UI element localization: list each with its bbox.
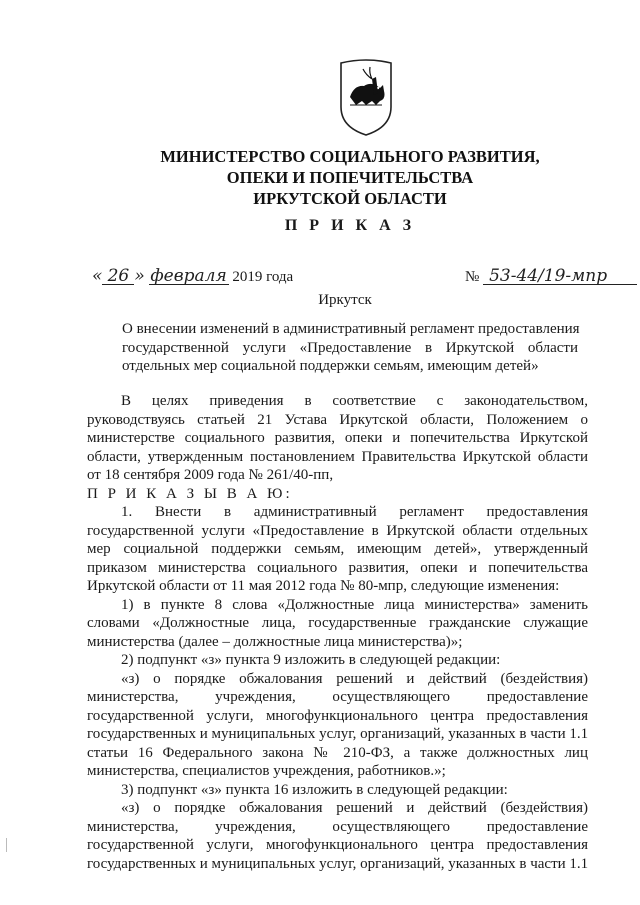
body-line: Иркутской области от 11 мая 2012 года № 80-мпр, следующие изменения: <box>87 578 560 594</box>
body-line: словами «Должностные лица, государственные гражданские служащие <box>87 615 588 631</box>
date-year: 2019 года <box>232 269 294 285</box>
body-line: государственных и муниципальных услуг, организаций, указанных в части 1.1 <box>87 726 588 742</box>
city: Иркутск <box>318 292 372 308</box>
date-open-quote: « <box>92 266 103 286</box>
document-title: П Р И К А З <box>284 217 416 234</box>
number-label: № <box>465 269 480 285</box>
body-line: министерства (далее – должностные лица министерства)»; <box>87 633 463 650</box>
order-date <box>92 268 293 286</box>
date-close-quote: » <box>134 266 145 286</box>
body-line: министерства, учреждения, осуществляющего предоставление <box>87 818 588 835</box>
order-body <box>87 392 588 873</box>
header-line-2: ОПЕКИ И ПОПЕЧИТЕЛЬСТВА <box>226 168 474 187</box>
body-line: 3) подпункт «з» пункта 16 изложить в следующей редакции: <box>121 781 508 798</box>
subject-line: О внесении изменений в административный регламент предоставления <box>122 321 580 337</box>
header-line-3: ИРКУТСКОЙ ОБЛАСТИ <box>253 189 447 208</box>
body-line: руководствуясь статьей 21 Устава Иркутской области, Положением о <box>87 411 588 428</box>
number-value: 53-44/19-мпр <box>483 268 637 285</box>
body-line: от 18 сентября 2009 года № 261/40-пп, <box>87 467 334 483</box>
scan-edge-mark <box>6 838 7 852</box>
body-line: П Р И К А З Ы В А Ю: <box>87 485 293 502</box>
body-line: министерства, специалистов учреждения, работников.»; <box>87 763 446 779</box>
subject-line: отдельных мер социальной поддержки семьям, имеющим детей» <box>122 358 539 374</box>
header-line-1: МИНИСТЕРСТВО СОЦИАЛЬНОГО РАЗВИТИЯ, <box>160 147 540 166</box>
body-line: мер социальной поддержки семьям, имеющим детей», утвержденный <box>87 541 588 557</box>
body-line: 1. Внести в административный регламент предоставления <box>121 504 588 520</box>
body-line: государственной услуги, многофункционального центра предоставления <box>87 707 588 724</box>
coat-of-arms-icon <box>336 55 396 137</box>
ministry-header <box>100 146 600 209</box>
body-line: приказом министерства социального развития, опеки и попечительства <box>87 559 588 576</box>
body-line: 1) в пункте 8 слова «Должностные лица министерства» заменить <box>121 596 588 613</box>
body-line: государственной услуги «Предоставление в Иркутской области отдельных <box>87 522 588 539</box>
body-line: министерстве социального развития, опеки и попечительства Иркутской <box>87 430 588 446</box>
body-line: государственной услуги, многофункционального центра предоставления <box>87 837 588 853</box>
body-line: области, утвержденным постановлением Правительства Иркутской области <box>87 448 588 465</box>
subject-line: государственной услуги «Предоставление в Иркутской области <box>122 339 578 356</box>
date-day: 26 <box>102 268 134 285</box>
order-number <box>465 268 637 286</box>
body-line: 2) подпункт «з» пункта 9 изложить в следующей редакции: <box>121 652 501 668</box>
body-line: «з) о порядке обжалования решений и действий (бездействия) <box>121 670 588 687</box>
body-line: В целях приведения в соответствие с законодательством, <box>121 393 588 409</box>
body-line: «з) о порядке обжалования решений и действий (бездействия) <box>121 800 588 816</box>
body-line: статьи 16 Федерального закона № 210-ФЗ, а также должностных лиц <box>87 744 588 761</box>
body-line: государственных и муниципальных услуг, организаций, указанных в части 1.1 <box>87 855 588 872</box>
date-month: февраля <box>150 266 227 286</box>
order-subject <box>122 320 578 376</box>
body-line: министерства, учреждения, осуществляющего предоставление <box>87 689 588 705</box>
